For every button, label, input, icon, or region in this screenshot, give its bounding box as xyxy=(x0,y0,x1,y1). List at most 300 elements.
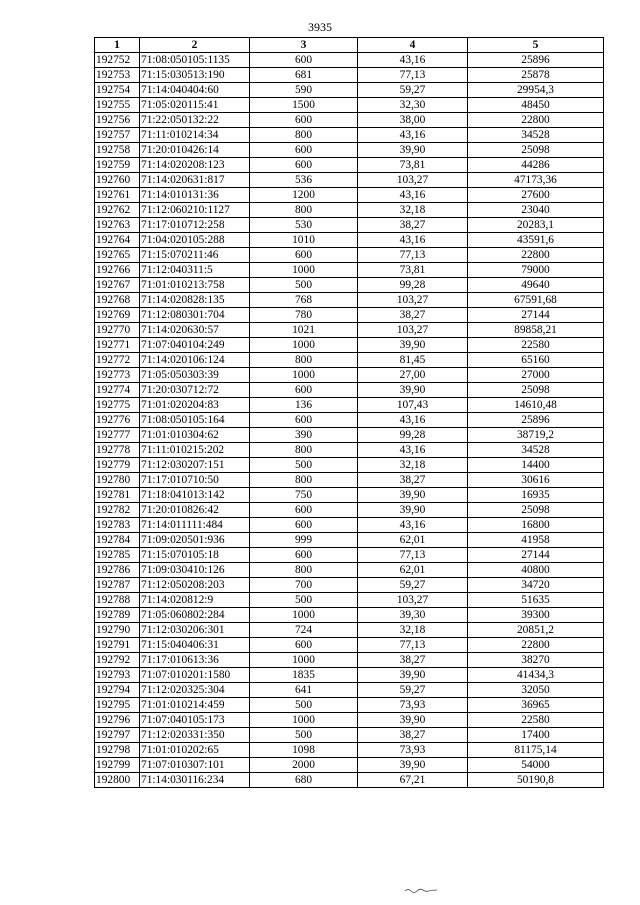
table-cell-col-1: 192760 xyxy=(95,173,140,188)
table-cell-col-5: 27000 xyxy=(468,368,604,383)
table-cell-col-3: 1000 xyxy=(250,368,358,383)
table-cell-col-2: 71:20:010426:14 xyxy=(140,143,250,158)
table-cell-col-4: 43,16 xyxy=(358,233,468,248)
table-cell-col-4: 43,16 xyxy=(358,413,468,428)
table-row xyxy=(95,173,604,188)
table-cell-col-3: 999 xyxy=(250,533,358,548)
table-cell-col-1: 192759 xyxy=(95,158,140,173)
table-row xyxy=(95,143,604,158)
table-row xyxy=(95,548,604,563)
table-cell-col-3: 800 xyxy=(250,473,358,488)
table-cell-col-4: 73,81 xyxy=(358,263,468,278)
table-cell-col-3: 500 xyxy=(250,593,358,608)
table-cell-col-2: 71:17:010613:36 xyxy=(140,653,250,668)
table-cell-col-1: 192758 xyxy=(95,143,140,158)
table-cell-col-4: 73,81 xyxy=(358,158,468,173)
table-cell-col-2: 71:14:020106:124 xyxy=(140,353,250,368)
table-cell-col-1: 192782 xyxy=(95,503,140,518)
table-row xyxy=(95,428,604,443)
table-cell-col-3: 536 xyxy=(250,173,358,188)
table-cell-col-1: 192779 xyxy=(95,458,140,473)
table-row xyxy=(95,593,604,608)
table-cell-col-4: 38,27 xyxy=(358,728,468,743)
table-cell-col-4: 43,16 xyxy=(358,518,468,533)
table-cell-col-3: 1200 xyxy=(250,188,358,203)
table-cell-col-4: 39,90 xyxy=(358,383,468,398)
table-cell-col-2: 71:12:030207:151 xyxy=(140,458,250,473)
table-cell-col-5: 25098 xyxy=(468,143,604,158)
table-cell-col-2: 71:14:020208:123 xyxy=(140,158,250,173)
table-cell-col-1: 192757 xyxy=(95,128,140,143)
table-cell-col-5: 39300 xyxy=(468,608,604,623)
table-cell-col-4: 39,30 xyxy=(358,608,468,623)
table-cell-col-1: 192764 xyxy=(95,233,140,248)
table-cell-col-3: 600 xyxy=(250,548,358,563)
table-cell-col-1: 192767 xyxy=(95,278,140,293)
table-cell-col-5: 20851,2 xyxy=(468,623,604,638)
table-cell-col-4: 62,01 xyxy=(358,533,468,548)
table-cell-col-1: 192790 xyxy=(95,623,140,638)
table-cell-col-1: 192771 xyxy=(95,338,140,353)
table-cell-col-2: 71:17:010712:258 xyxy=(140,218,250,233)
table-cell-col-3: 800 xyxy=(250,443,358,458)
table-cell-col-3: 724 xyxy=(250,623,358,638)
table-cell-col-4: 38,27 xyxy=(358,218,468,233)
column-header-4: 4 xyxy=(358,38,468,53)
table-cell-col-1: 192765 xyxy=(95,248,140,263)
table-cell-col-1: 192793 xyxy=(95,668,140,683)
table-cell-col-3: 1000 xyxy=(250,653,358,668)
table-cell-col-1: 192752 xyxy=(95,53,140,68)
table-cell-col-1: 192788 xyxy=(95,593,140,608)
table-cell-col-1: 192786 xyxy=(95,563,140,578)
table-cell-col-5: 38719,2 xyxy=(468,428,604,443)
table-cell-col-5: 29954,3 xyxy=(468,83,604,98)
table-cell-col-5: 40800 xyxy=(468,563,604,578)
column-header-5: 5 xyxy=(468,38,604,53)
table-row xyxy=(95,578,604,593)
table-cell-col-3: 590 xyxy=(250,83,358,98)
table-cell-col-4: 73,93 xyxy=(358,743,468,758)
table-cell-col-2: 71:07:040105:173 xyxy=(140,713,250,728)
table-cell-col-3: 641 xyxy=(250,683,358,698)
table-cell-col-3: 800 xyxy=(250,353,358,368)
table-row xyxy=(95,383,604,398)
table-cell-col-1: 192770 xyxy=(95,323,140,338)
table-cell-col-1: 192792 xyxy=(95,653,140,668)
table-row xyxy=(95,743,604,758)
table-cell-col-4: 39,90 xyxy=(358,488,468,503)
table-cell-col-5: 27144 xyxy=(468,548,604,563)
table-cell-col-3: 600 xyxy=(250,53,358,68)
table-cell-col-2: 71:01:020204:83 xyxy=(140,398,250,413)
table-cell-col-5: 22580 xyxy=(468,713,604,728)
table-header-row xyxy=(95,38,604,53)
table-row xyxy=(95,113,604,128)
table-cell-col-5: 25878 xyxy=(468,68,604,83)
table-cell-col-1: 192791 xyxy=(95,638,140,653)
table-cell-col-5: 25896 xyxy=(468,413,604,428)
table-row xyxy=(95,488,604,503)
table-cell-col-5: 22800 xyxy=(468,113,604,128)
table-cell-col-1: 192789 xyxy=(95,608,140,623)
table-cell-col-2: 71:14:040404:60 xyxy=(140,83,250,98)
table-cell-col-5: 27144 xyxy=(468,308,604,323)
table-cell-col-1: 192766 xyxy=(95,263,140,278)
table-cell-col-1: 192794 xyxy=(95,683,140,698)
table-cell-col-5: 51635 xyxy=(468,593,604,608)
table-cell-col-4: 103,27 xyxy=(358,293,468,308)
table-cell-col-5: 16800 xyxy=(468,518,604,533)
table-cell-col-3: 1000 xyxy=(250,338,358,353)
table-cell-col-2: 71:01:010213:758 xyxy=(140,278,250,293)
table-cell-col-2: 71:01:010304:62 xyxy=(140,428,250,443)
table-cell-col-2: 71:14:011111:484 xyxy=(140,518,250,533)
table-cell-col-3: 800 xyxy=(250,203,358,218)
table-cell-col-2: 71:07:010201:1580 xyxy=(140,668,250,683)
table-cell-col-3: 800 xyxy=(250,128,358,143)
page-number: 3935 xyxy=(308,20,332,34)
table-row xyxy=(95,218,604,233)
table-cell-col-2: 71:22:050132:22 xyxy=(140,113,250,128)
table-cell-col-2: 71:20:030712:72 xyxy=(140,383,250,398)
table-cell-col-5: 65160 xyxy=(468,353,604,368)
table-cell-col-4: 99,28 xyxy=(358,428,468,443)
table-cell-col-2: 71:12:040311:5 xyxy=(140,263,250,278)
registry-table xyxy=(94,37,604,788)
table-cell-col-3: 1835 xyxy=(250,668,358,683)
table-cell-col-2: 71:12:030206:301 xyxy=(140,623,250,638)
table-cell-col-5: 32050 xyxy=(468,683,604,698)
table-cell-col-3: 700 xyxy=(250,578,358,593)
table-cell-col-4: 59,27 xyxy=(358,578,468,593)
table-cell-col-5: 34528 xyxy=(468,128,604,143)
table-cell-col-5: 22800 xyxy=(468,638,604,653)
table-cell-col-5: 16935 xyxy=(468,488,604,503)
table-cell-col-1: 192777 xyxy=(95,428,140,443)
table-cell-col-3: 600 xyxy=(250,383,358,398)
table-cell-col-4: 32,18 xyxy=(358,623,468,638)
table-row xyxy=(95,443,604,458)
table-cell-col-1: 192800 xyxy=(95,773,140,788)
table-cell-col-1: 192761 xyxy=(95,188,140,203)
table-row xyxy=(95,773,604,788)
table-row xyxy=(95,263,604,278)
table-cell-col-3: 600 xyxy=(250,413,358,428)
table-cell-col-4: 43,16 xyxy=(358,443,468,458)
column-header-1: 1 xyxy=(95,38,140,53)
table-cell-col-3: 681 xyxy=(250,68,358,83)
table-cell-col-1: 192753 xyxy=(95,68,140,83)
table-cell-col-5: 50190,8 xyxy=(468,773,604,788)
table-cell-col-1: 192763 xyxy=(95,218,140,233)
table-cell-col-2: 71:15:040406:31 xyxy=(140,638,250,653)
table-row xyxy=(95,68,604,83)
table-cell-col-4: 32,18 xyxy=(358,203,468,218)
table-body xyxy=(95,53,604,788)
table-cell-col-4: 67,21 xyxy=(358,773,468,788)
table-row xyxy=(95,128,604,143)
table-row xyxy=(95,503,604,518)
table-cell-col-2: 71:14:020812:9 xyxy=(140,593,250,608)
table-cell-col-5: 25098 xyxy=(468,503,604,518)
table-row xyxy=(95,323,604,338)
table-cell-col-4: 38,00 xyxy=(358,113,468,128)
table-cell-col-4: 77,13 xyxy=(358,548,468,563)
table-cell-col-4: 59,27 xyxy=(358,683,468,698)
table-cell-col-2: 71:14:020631:817 xyxy=(140,173,250,188)
table-row xyxy=(95,158,604,173)
table-cell-col-4: 43,16 xyxy=(358,128,468,143)
table-cell-col-5: 41958 xyxy=(468,533,604,548)
table-cell-col-1: 192768 xyxy=(95,293,140,308)
table-cell-col-4: 59,27 xyxy=(358,83,468,98)
table-row xyxy=(95,308,604,323)
table-cell-col-4: 32,30 xyxy=(358,98,468,113)
table-cell-col-4: 39,90 xyxy=(358,758,468,773)
table-cell-col-4: 39,90 xyxy=(358,503,468,518)
table-cell-col-1: 192787 xyxy=(95,578,140,593)
table-cell-col-2: 71:07:040104:249 xyxy=(140,338,250,353)
table-cell-col-4: 38,27 xyxy=(358,308,468,323)
table-cell-col-2: 71:05:020115:41 xyxy=(140,98,250,113)
table-row xyxy=(95,53,604,68)
table-row xyxy=(95,98,604,113)
table-cell-col-1: 192774 xyxy=(95,383,140,398)
table-cell-col-1: 192781 xyxy=(95,488,140,503)
table-cell-col-5: 49640 xyxy=(468,278,604,293)
table-cell-col-4: 77,13 xyxy=(358,638,468,653)
table-cell-col-2: 71:07:010307:101 xyxy=(140,758,250,773)
table-row xyxy=(95,518,604,533)
table-row xyxy=(95,248,604,263)
table-cell-col-5: 22580 xyxy=(468,338,604,353)
table-cell-col-1: 192798 xyxy=(95,743,140,758)
table-cell-col-2: 71:11:010215:202 xyxy=(140,443,250,458)
table-row xyxy=(95,608,604,623)
table-cell-col-3: 1010 xyxy=(250,233,358,248)
table-cell-col-5: 25896 xyxy=(468,53,604,68)
table-row xyxy=(95,623,604,638)
table-cell-col-4: 77,13 xyxy=(358,248,468,263)
table-cell-col-3: 600 xyxy=(250,113,358,128)
table-cell-col-1: 192799 xyxy=(95,758,140,773)
table-cell-col-4: 77,13 xyxy=(358,68,468,83)
table-row xyxy=(95,683,604,698)
table-cell-col-3: 1500 xyxy=(250,98,358,113)
table-cell-col-5: 25098 xyxy=(468,383,604,398)
table-cell-col-4: 107,43 xyxy=(358,398,468,413)
table-cell-col-5: 41434,3 xyxy=(468,668,604,683)
table-cell-col-3: 600 xyxy=(250,518,358,533)
table-cell-col-5: 30616 xyxy=(468,473,604,488)
table-cell-col-2: 71:12:020325:304 xyxy=(140,683,250,698)
table-cell-col-4: 39,90 xyxy=(358,668,468,683)
table-cell-col-4: 27,00 xyxy=(358,368,468,383)
table-cell-col-5: 22800 xyxy=(468,248,604,263)
table-row xyxy=(95,458,604,473)
table-cell-col-2: 71:14:020828:135 xyxy=(140,293,250,308)
table-row xyxy=(95,293,604,308)
table-cell-col-3: 800 xyxy=(250,563,358,578)
table-cell-col-4: 39,90 xyxy=(358,338,468,353)
table-cell-col-3: 768 xyxy=(250,293,358,308)
table-cell-col-4: 38,27 xyxy=(358,473,468,488)
table-row xyxy=(95,668,604,683)
table-cell-col-1: 192796 xyxy=(95,713,140,728)
table-cell-col-4: 38,27 xyxy=(358,653,468,668)
table-cell-col-4: 103,27 xyxy=(358,593,468,608)
table-cell-col-5: 79000 xyxy=(468,263,604,278)
table-cell-col-2: 71:12:060210:1127 xyxy=(140,203,250,218)
table-cell-col-2: 71:01:010214:459 xyxy=(140,698,250,713)
table-cell-col-2: 71:05:060802:284 xyxy=(140,608,250,623)
table-cell-col-3: 600 xyxy=(250,638,358,653)
table-row xyxy=(95,728,604,743)
column-header-3: 3 xyxy=(250,38,358,53)
table-cell-col-2: 71:12:050208:203 xyxy=(140,578,250,593)
table-cell-col-1: 192783 xyxy=(95,518,140,533)
table-cell-col-3: 1000 xyxy=(250,713,358,728)
table-cell-col-3: 2000 xyxy=(250,758,358,773)
table-cell-col-3: 600 xyxy=(250,158,358,173)
table-row xyxy=(95,353,604,368)
table-cell-col-5: 34720 xyxy=(468,578,604,593)
table-cell-col-2: 71:17:010710:50 xyxy=(140,473,250,488)
table-cell-col-3: 500 xyxy=(250,458,358,473)
table-row xyxy=(95,638,604,653)
table-cell-col-1: 192795 xyxy=(95,698,140,713)
table-cell-col-5: 36965 xyxy=(468,698,604,713)
column-header-2: 2 xyxy=(140,38,250,53)
table-cell-col-3: 600 xyxy=(250,248,358,263)
table-row xyxy=(95,413,604,428)
table-cell-col-4: 103,27 xyxy=(358,173,468,188)
table-cell-col-3: 390 xyxy=(250,428,358,443)
table-cell-col-5: 14610,48 xyxy=(468,398,604,413)
table-row xyxy=(95,698,604,713)
table-cell-col-1: 192778 xyxy=(95,443,140,458)
table-cell-col-2: 71:01:010202:65 xyxy=(140,743,250,758)
table-cell-col-4: 81,45 xyxy=(358,353,468,368)
table-cell-col-3: 136 xyxy=(250,398,358,413)
table-cell-col-2: 71:12:020331:350 xyxy=(140,728,250,743)
table-cell-col-5: 43591,6 xyxy=(468,233,604,248)
table-cell-col-1: 192780 xyxy=(95,473,140,488)
table-cell-col-1: 192775 xyxy=(95,398,140,413)
table-cell-col-4: 73,93 xyxy=(358,698,468,713)
table-cell-col-2: 71:14:030116:234 xyxy=(140,773,250,788)
table-cell-col-5: 27600 xyxy=(468,188,604,203)
table-cell-col-3: 1021 xyxy=(250,323,358,338)
table-cell-col-1: 192785 xyxy=(95,548,140,563)
table-cell-col-2: 71:15:070211:46 xyxy=(140,248,250,263)
table-cell-col-1: 192773 xyxy=(95,368,140,383)
table-cell-col-4: 39,90 xyxy=(358,713,468,728)
table-row xyxy=(95,758,604,773)
table-cell-col-2: 71:05:050303:39 xyxy=(140,368,250,383)
table-row xyxy=(95,278,604,293)
table-row xyxy=(95,398,604,413)
table-cell-col-3: 530 xyxy=(250,218,358,233)
table-cell-col-1: 192769 xyxy=(95,308,140,323)
table-row xyxy=(95,713,604,728)
table-cell-col-3: 600 xyxy=(250,143,358,158)
table-row xyxy=(95,233,604,248)
table-cell-col-4: 62,01 xyxy=(358,563,468,578)
table-cell-col-3: 600 xyxy=(250,503,358,518)
table-cell-col-4: 103,27 xyxy=(358,323,468,338)
table-cell-col-4: 32,18 xyxy=(358,458,468,473)
table-cell-col-2: 71:20:010826:42 xyxy=(140,503,250,518)
table-cell-col-5: 38270 xyxy=(468,653,604,668)
table-row xyxy=(95,368,604,383)
table-cell-col-5: 48450 xyxy=(468,98,604,113)
table-cell-col-3: 500 xyxy=(250,728,358,743)
table-cell-col-1: 192797 xyxy=(95,728,140,743)
table-cell-col-5: 34528 xyxy=(468,443,604,458)
table-cell-col-5: 44286 xyxy=(468,158,604,173)
table-cell-col-2: 71:09:020501:936 xyxy=(140,533,250,548)
table-cell-col-1: 192755 xyxy=(95,98,140,113)
table-cell-col-2: 71:09:030410:126 xyxy=(140,563,250,578)
table-cell-col-4: 43,16 xyxy=(358,53,468,68)
table-cell-col-2: 71:12:080301:704 xyxy=(140,308,250,323)
table-cell-col-1: 192772 xyxy=(95,353,140,368)
table-cell-col-2: 71:14:010131:36 xyxy=(140,188,250,203)
table-row xyxy=(95,203,604,218)
table-row xyxy=(95,533,604,548)
table-cell-col-5: 81175,14 xyxy=(468,743,604,758)
table-row xyxy=(95,188,604,203)
table-cell-col-3: 750 xyxy=(250,488,358,503)
table-cell-col-2: 71:15:070105:18 xyxy=(140,548,250,563)
table-cell-col-5: 54000 xyxy=(468,758,604,773)
table-cell-col-5: 47173,36 xyxy=(468,173,604,188)
table-cell-col-1: 192762 xyxy=(95,203,140,218)
table-row xyxy=(95,563,604,578)
table-cell-col-5: 89858,21 xyxy=(468,323,604,338)
table-cell-col-5: 20283,1 xyxy=(468,218,604,233)
table-cell-col-3: 500 xyxy=(250,278,358,293)
table-cell-col-4: 39,90 xyxy=(358,143,468,158)
table-cell-col-5: 67591,68 xyxy=(468,293,604,308)
table-cell-col-2: 71:08:050105:164 xyxy=(140,413,250,428)
table-cell-col-3: 780 xyxy=(250,308,358,323)
table-cell-col-2: 71:11:010214:34 xyxy=(140,128,250,143)
table-cell-col-4: 99,28 xyxy=(358,278,468,293)
table-cell-col-5: 23040 xyxy=(468,203,604,218)
table-cell-col-1: 192756 xyxy=(95,113,140,128)
table-cell-col-4: 43,16 xyxy=(358,188,468,203)
scribble-mark-icon xyxy=(404,887,438,893)
table-cell-col-2: 71:08:050105:1135 xyxy=(140,53,250,68)
table-cell-col-3: 1000 xyxy=(250,608,358,623)
table-row xyxy=(95,653,604,668)
table-cell-col-3: 500 xyxy=(250,698,358,713)
table-row xyxy=(95,338,604,353)
table-cell-col-2: 71:18:041013:142 xyxy=(140,488,250,503)
table-cell-col-5: 14400 xyxy=(468,458,604,473)
table-cell-col-3: 1000 xyxy=(250,263,358,278)
table-cell-col-1: 192754 xyxy=(95,83,140,98)
table-cell-col-1: 192784 xyxy=(95,533,140,548)
table-cell-col-2: 71:04:020105:288 xyxy=(140,233,250,248)
table-cell-col-5: 17400 xyxy=(468,728,604,743)
table-row xyxy=(95,83,604,98)
table-cell-col-1: 192776 xyxy=(95,413,140,428)
table-cell-col-2: 71:15:030513:190 xyxy=(140,68,250,83)
